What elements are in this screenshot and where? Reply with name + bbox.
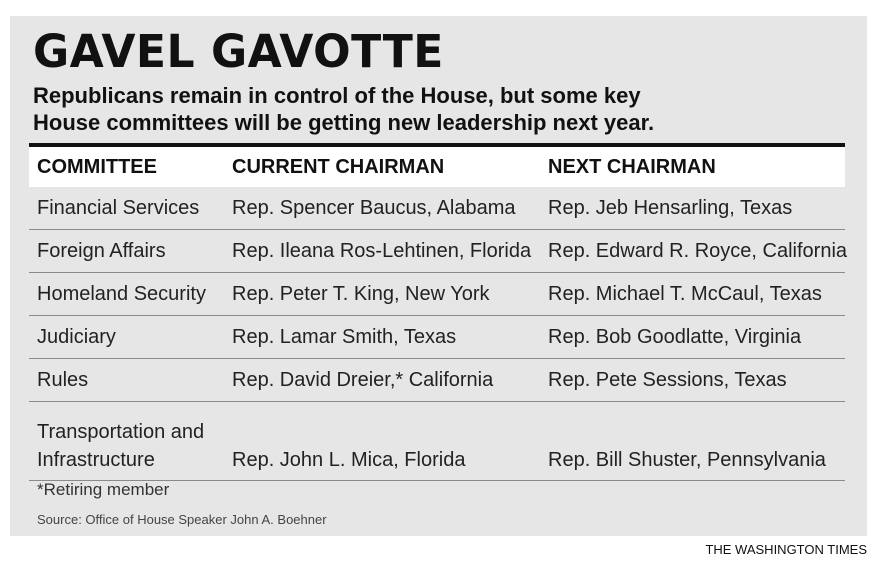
- next-chairman-cell: Rep. Edward R. Royce, California: [540, 230, 845, 273]
- subtitle-line-1: Republicans remain in control of the House, but some key: [33, 83, 641, 108]
- publisher-credit: THE WASHINGTON TIMES: [705, 542, 867, 557]
- committee-cell: Transportation and Infrastructure: [29, 402, 224, 481]
- retiring-footnote: *Retiring member: [37, 480, 170, 499]
- graphic-subtitle: [33, 82, 833, 136]
- header-current-chairman: CURRENT CHAIRMAN: [224, 145, 540, 187]
- current-chairman-cell: Rep. David Dreier,* California: [224, 359, 540, 402]
- table-row: [29, 316, 845, 359]
- current-chairman-cell: Rep. Ileana Ros-Lehtinen, Florida: [224, 230, 540, 273]
- next-chairman-cell: Rep. Bill Shuster, Pennsylvania: [540, 402, 845, 481]
- committee-cell: Judiciary: [29, 316, 224, 359]
- graphic-title: GAVEL GAVOTTE: [33, 25, 444, 78]
- table-header-row: [29, 145, 845, 187]
- committee-cell: Homeland Security: [29, 273, 224, 316]
- table-row: [29, 273, 845, 316]
- committee-cell: Financial Services: [29, 187, 224, 230]
- next-chairman-cell: Rep. Jeb Hensarling, Texas: [540, 187, 845, 230]
- committee-table-container: [29, 143, 848, 481]
- table-row: [29, 359, 845, 402]
- header-next-chairman: NEXT CHAIRMAN: [540, 145, 845, 187]
- table-row: [29, 187, 845, 230]
- current-chairman-cell: Rep. Lamar Smith, Texas: [224, 316, 540, 359]
- header-committee: COMMITTEE: [29, 145, 224, 187]
- next-chairman-cell: Rep. Pete Sessions, Texas: [540, 359, 845, 402]
- next-chairman-cell: Rep. Michael T. McCaul, Texas: [540, 273, 845, 316]
- table-row: [29, 402, 845, 481]
- current-chairman-cell: Rep. Peter T. King, New York: [224, 273, 540, 316]
- current-chairman-cell: Rep. John L. Mica, Florida: [224, 402, 540, 481]
- table-row: [29, 230, 845, 273]
- committee-cell: Foreign Affairs: [29, 230, 224, 273]
- current-chairman-cell: Rep. Spencer Baucus, Alabama: [224, 187, 540, 230]
- next-chairman-cell: Rep. Bob Goodlatte, Virginia: [540, 316, 845, 359]
- committee-cell: Rules: [29, 359, 224, 402]
- committee-table: [29, 143, 848, 481]
- source-note: Source: Office of House Speaker John A. Boehner: [37, 512, 327, 527]
- subtitle-line-2: House committees will be getting new leadership next year.: [33, 110, 655, 135]
